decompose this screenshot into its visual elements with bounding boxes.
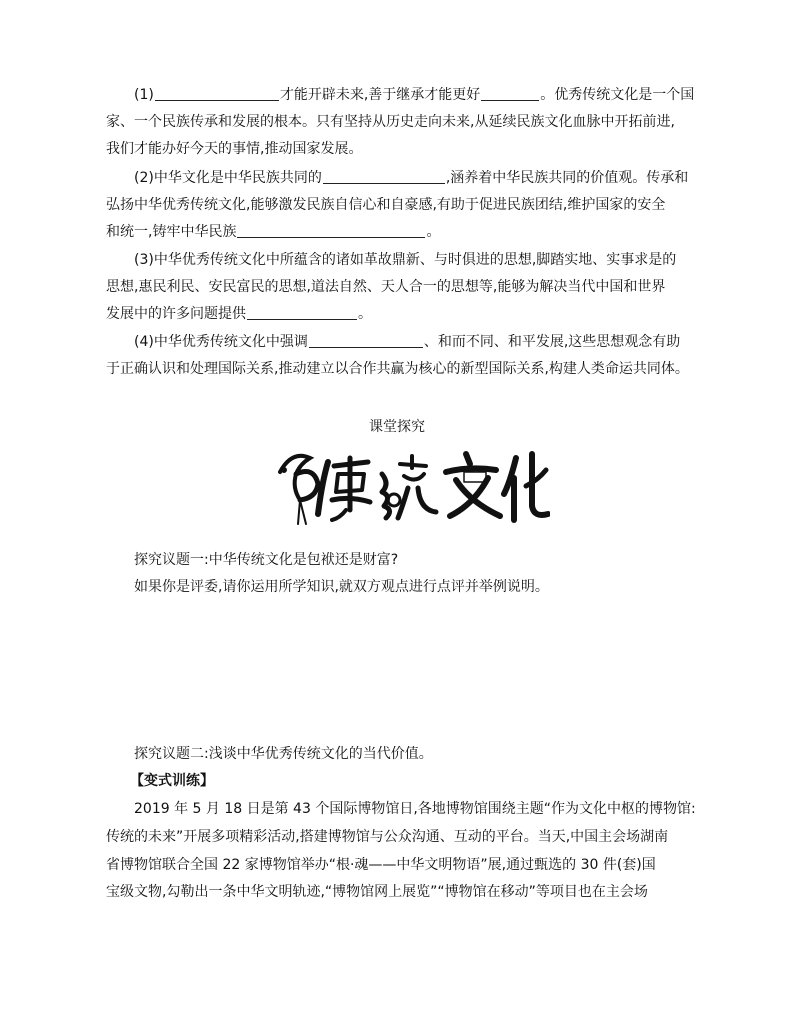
q3-line-2: 思想,惠民利民、安民富民的思想,道法自然、天人合一的思想等,能够为解决当代中国和世界 (106, 279, 666, 295)
q4-text-2: 、和而不同、和平发展,这些思想观念有助 (423, 334, 681, 350)
topic1-prompt: 如果你是评委,请你运用所学知识,就双方观点进行点评并举例说明。 (134, 579, 549, 595)
q3-line-3 (106, 305, 372, 323)
variant-line-2: 传统的未来”开展多项精彩活动,搭建博物馆与公众沟通、互动的平台。当天,中国主会场湖南 (106, 829, 669, 845)
q4-text-1: (4)中华优秀传统文化中强调 (134, 334, 308, 350)
q4-line-1 (134, 333, 680, 351)
char-hua (504, 454, 548, 520)
q3-blank-1[interactable] (247, 305, 357, 320)
q2-line-1 (134, 169, 688, 187)
topic2-title: 探究议题二:浅谈中华优秀传统文化的当代价值。 (134, 746, 433, 762)
q2-blank-2[interactable] (237, 223, 425, 238)
q1-text-1: 才能开辟未来,善于继承才能更好 (279, 87, 481, 103)
q2-text-1: (2)中华文化是中华民族共同的 (134, 170, 322, 186)
char-wen (446, 454, 500, 516)
topic1-title: 探究议题一:中华传统文化是包袱还是财富? (134, 552, 399, 568)
q1-blank-2[interactable] (481, 86, 539, 101)
char-tong (382, 456, 436, 518)
crane-icon (280, 456, 318, 524)
q3-text-1: 发展中的许多问题提供 (106, 306, 246, 322)
variant-heading: 【变式训练】 (130, 773, 214, 789)
section-title: 课堂探究 (369, 419, 425, 435)
variant-line-1: 2019 年 5 月 18 日是第 43 个国际博物馆日,各地博物馆围绕主题“作为文化中枢的博物馆: (134, 801, 696, 817)
q2-blank-1[interactable] (323, 169, 445, 184)
char-chuan (318, 458, 370, 520)
q1-line-2: 家、一个民族传承和发展的根本。只有坚持从历史走向未来,从延续民族文化血脉中开拓前进, (106, 114, 675, 130)
q2-line-2: 弘扬中华优秀传统文化,能够激发民族自信心和自豪感,有助于促进民族团结,维护国家的安全 (106, 197, 666, 213)
q1-line-1 (134, 86, 694, 104)
q1-blank-1[interactable] (155, 86, 279, 101)
q4-line-2: 于正确认识和处理国际关系,推动建立以合作共赢为核心的新型国际关系,构建人类命运共同体。 (106, 361, 689, 377)
q1-line-3: 我们才能办好今天的事情,推动国家发展。 (106, 141, 363, 157)
q3-text-2: 。 (358, 306, 372, 322)
q2-text-4: 。 (426, 224, 441, 240)
variant-line-4: 宝级文物,勾勒出一条中华文明轨迹,“博物馆网上展览”“博物馆在移动”等项目也在主会场 (106, 884, 648, 900)
calligraphy-banner (270, 444, 550, 526)
q2-line-3 (106, 223, 440, 241)
q3-line-1: (3)中华优秀传统文化中所蕴含的诸如革故鼎新、与时俱进的思想,脚踏实地、实事求是的 (134, 252, 677, 268)
variant-line-3: 省博物馆联合全国 22 家博物馆举办“根·魂——中华文明物语”展,通过甄选的 30 件(套)国 (106, 857, 656, 873)
q2-text-2: ,涵养着中华民族共同的价值观。传承和 (445, 170, 689, 186)
q1-number: (1) (134, 87, 154, 103)
q1-text-2: 。优秀传统文化是一个国 (540, 87, 695, 103)
q4-blank-1[interactable] (309, 333, 423, 348)
q2-text-3: 和统一,铸牢中华民族 (106, 224, 237, 240)
